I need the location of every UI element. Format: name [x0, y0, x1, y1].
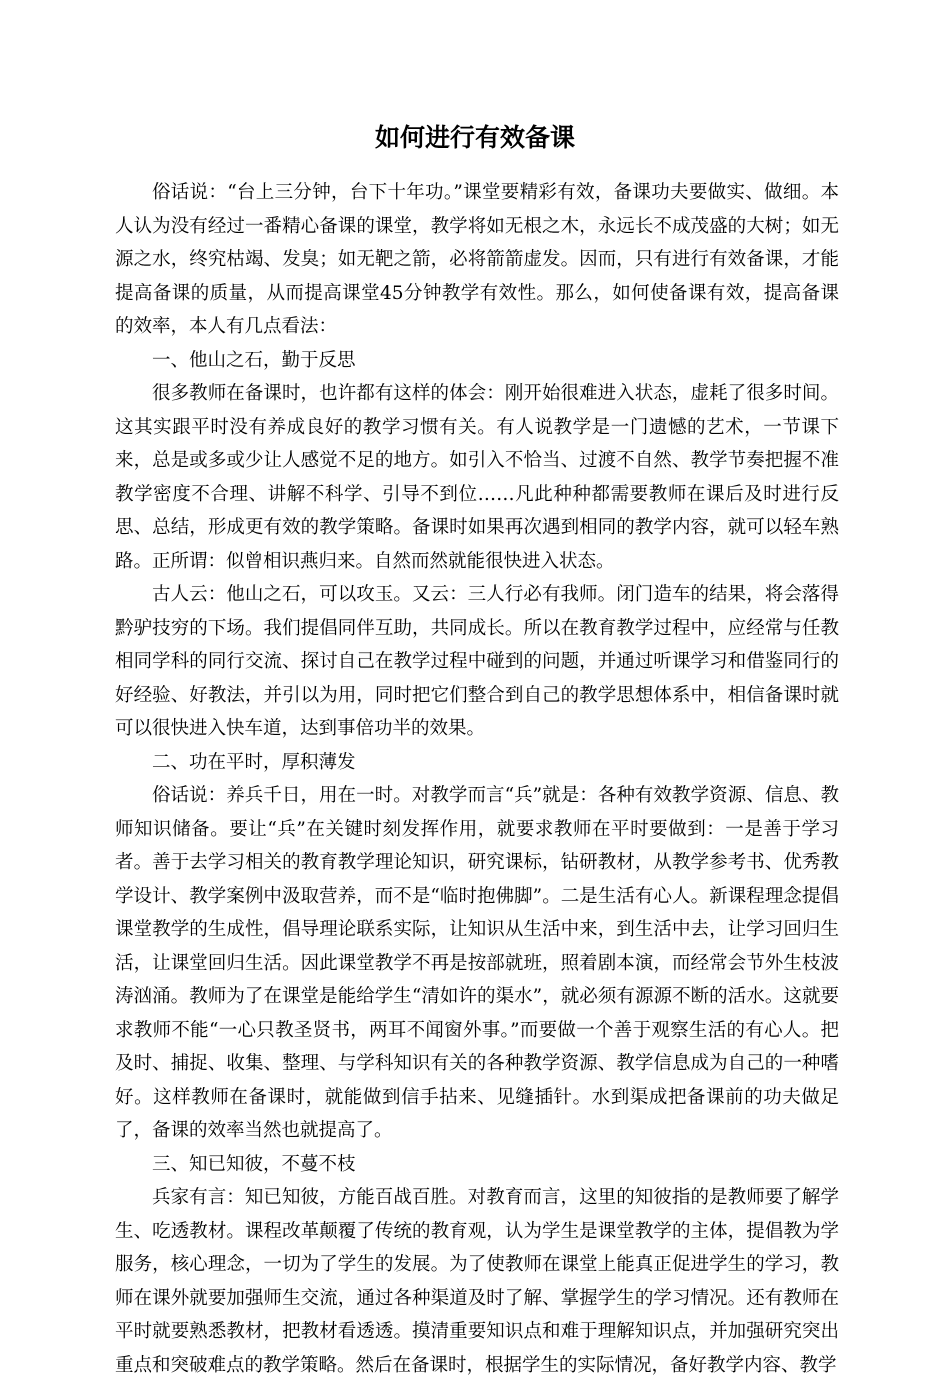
body-paragraph: 很多教师在备课时，也许都有这样的体会：刚开始很难进入状态，虚耗了很多时间。这其实跟平时没有养成良好的教学习惯有关。有人说教学是一门遗憾的艺术，一节课下来，总是或多或少让人感觉不足的地方。如引入不恰当、过渡不自然、教学节奏把握不准教学密度不合理、讲解不科学、引导不到位……凡此种种都需要教师在课后及时进行反思、总结，形成更有效的教学策略。备课时如果再次遇到相同的教学内容，就可以轻车熟路。正所谓：似曾相识燕归来。自然而然就能很快进入状态。	[115, 383, 839, 572]
section-heading-3: 三、知已知彼，不蔓不枝	[152, 1153, 356, 1175]
section-heading-1: 一、他山之石，勤于反思	[152, 349, 356, 371]
document-title: 如何进行有效备课	[374, 123, 575, 152]
document-body	[115, 176, 839, 1382]
intro-paragraph: 俗话说：“台上三分钟，台下十年功。”课堂要精彩有效，备课功夫要做实、做细。本人认为没有经过一番精心备课的课堂，教学将如无根之木，永远长不成茂盛的大树；如无源之水，终究枯竭、发臭；如无靶之箭，必将箭箭虚发。因而，只有进行有效备课，才能提高备课的质量，从而提高课堂45分钟教学有效性。那么，如何使备课有效，提高备课的效率，本人有几点看法：	[115, 182, 839, 337]
body-paragraph: 俗话说：养兵千日，用在一时。对教学而言“兵”就是：各种有效教学资源、信息、教师知识储备。要让“兵”在关键时刻发挥作用，就要求教师在平时要做到：一是善于学习者。善于去学习相关的教育教学理论知识，研究课标，钻研教材，从教学参考书、优秀教学设计、教学案例中汲取营养，而不是“临时抱佛脚”。二是生活有心人。新课程理念提倡课堂教学的生成性，倡导理论联系实际，让知识从生活中来，到生活中去，让学习回归生活，让课堂回归生活。因此课堂教学不再是按部就班，照着剧本演，而经常会节外生枝波涛汹涌。教师为了在课堂是能给学生“清如许的渠水”，就必须有源源不断的活水。这就要求教师不能“一心只教圣贤书，两耳不闻窗外事。”而要做一个善于观察生活的有心人。把及时、捕捉、收集、整理、与学科知识有关的各种教学资源、教学信息成为自己的一种嗜好。这样教师在备课时，就能做到信手拈来、见缝插针。水到渠成把备课前的功夫做足了，备课的效率当然也就提高了。	[115, 785, 839, 1141]
body-paragraph: 兵家有言：知已知彼，方能百战百胜。对教育而言，这里的知彼指的是教师要了解学生、吃透教材。课程改革颠覆了传统的教育观，认为学生是课堂教学的主体，提倡教为学服务，核心理念，一切为了学生的发展。为了使教师在课堂上能真正促进学生的学习，教师在课外就要加强师生交流，通过各种渠道及时了解、掌握学生的学习情况。还有教师在平时就要熟悉教材，把教材看透透。摸清重要知识点和难于理解知识点，并加强研究突出重点和突破难点的教学策略。然后在备课时，根据学生的实际情况，备好教学内容、教学	[115, 1187, 839, 1376]
section-heading-2: 二、功在平时，厚积薄发	[152, 751, 356, 773]
body-paragraph: 古人云：他山之石，可以攻玉。又云：三人行必有我师。闭门造车的结果，将会落得黔驴技穷的下场。我们提倡同伴互助，共同成长。所以在教育教学过程中，应经常与任教相同学科的同行交流、探讨自己在教学过程中碰到的问题，并通过听课学习和借鉴同行的好经验、好教法，并引以为用，同时把它们整合到自己的教学思想体系中，相信备课时就可以很快进入快车道，达到事倍功半的效果。	[115, 584, 839, 739]
